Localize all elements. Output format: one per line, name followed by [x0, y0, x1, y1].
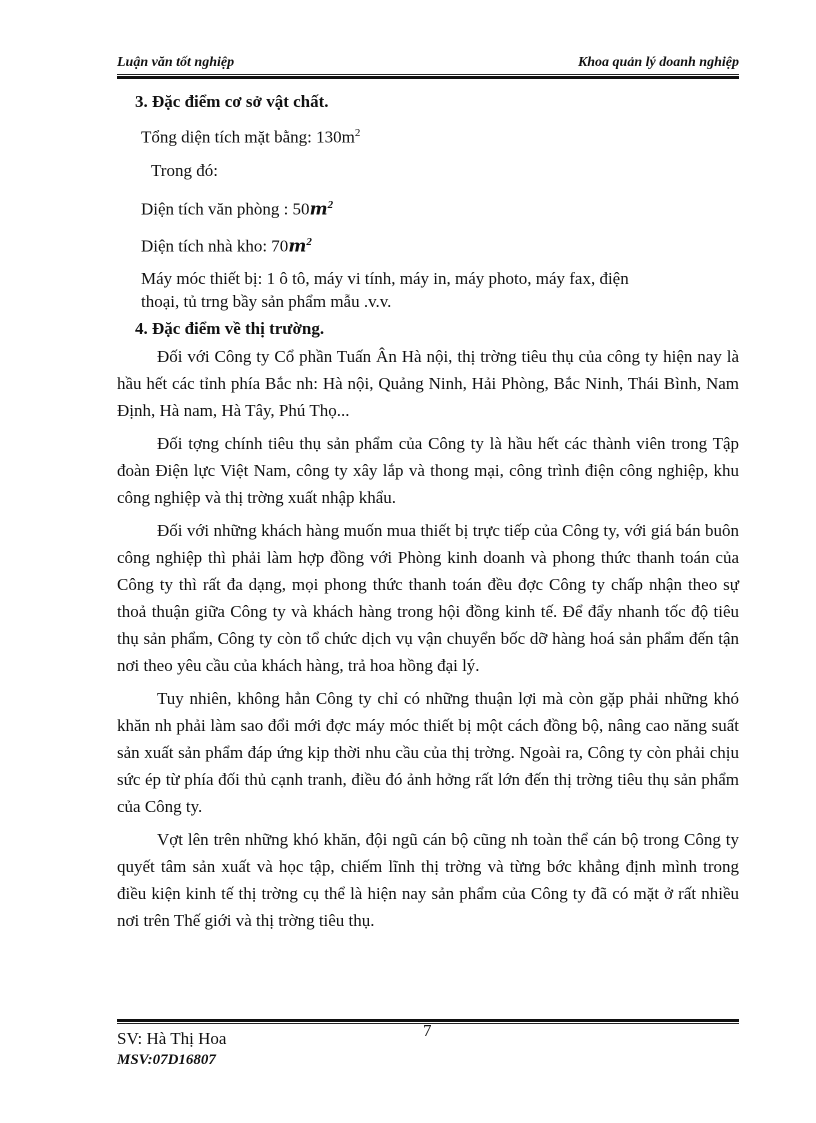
student-name: SV: Hà Thị Hoa — [117, 1029, 227, 1048]
paragraph-direct-customers: Đối với những khách hàng muốn mua thiết bị trực tiếp của Công ty, với giá bán buôn công nghiệp thì phải làm hợp đồng với Phòng kinh doanh và phong thức thanh toán của Công ty thì rất đa dạng, mọi phong thức thanh toán đều đợc Công ty chấp nhận theo sự thoả thuận giữa Công ty và khách hàng trong hội đồng kinh tế. Để đẩy nhanh tốc độ tiêu thụ sản phẩm, Công ty còn tổ chức dịch vụ vận chuyển bốc dỡ hàng hoá sản phẩm đến tận nơi theo yêu cầu của khách hàng, trả hoa hồng đại lý. — [117, 520, 739, 675]
paragraph-market-area: Đối với Công ty Cổ phần Tuấn Ân Hà nội, thị trờng tiêu thụ của công ty hiện nay là hầu hết các tỉnh phía Bắc nh: Hà nội, Quảng Ninh, Hải Phòng, Bắc Ninh, Thái Bình, Nam Định, Hà nam, Hà Tây, Phú Thọ... — [117, 346, 739, 420]
document-body — [117, 92, 739, 934]
section-3-heading: 3. Đặc điểm cơ sở vật chất. — [135, 92, 329, 111]
paragraph-difficulties: Tuy nhiên, không hẳn Công ty chỉ có những thuận lợi mà còn gặp phải những khó khăn nh phải làm sao đổi mới đợc máy móc thiết bị một cách đồng bộ, nâng cao năng suất sản xuất sản phẩm đáp ứng kịp thời nhu cầu của thị trờng. Ngoài ra, Công ty còn phải chịu sức ép từ phía đối thủ cạnh tranh, điều đó ảnh hởng rất lớn đến thị trờng tiêu thụ sản phẩm của Công ty. — [117, 688, 739, 816]
student-id: MSV:07D16807 — [117, 1052, 216, 1068]
header-rule-thick — [117, 76, 739, 79]
section-4-heading: 4. Đặc điểm về thị trường. — [135, 318, 325, 338]
equipment-line-1: Máy móc thiết bị: 1 ô tô, máy vi tính, máy in, máy photo, máy fax, điện — [141, 268, 629, 288]
warehouse-area-line: Diện tích nhà kho: $70m^2$ — [141, 236, 312, 257]
header-right: Khoa quản lý doanh nghiệp — [577, 55, 739, 70]
header-left: Luận văn tốt nghiệp — [117, 55, 235, 70]
equipment-line-2: thoại, tủ trng bầy sản phẩm mẫu .v.v. — [141, 291, 392, 311]
page-number: 7 — [423, 1021, 432, 1040]
total-area-line: Tổng diện tích mặt bằng: $130m^2$ — [141, 127, 361, 147]
office-area-line: Diện tích văn phòng : $50m^2$ — [141, 198, 334, 220]
page-header — [117, 52, 739, 74]
paragraph-target-customers: Đối tợng chính tiêu thụ sản phẩm của Công ty là hầu hết các thành viên trong Tập đoàn Điện lực Việt Nam, công ty xây lắp và thong mại, công trình điện công nghiệp, khu công nghiệp và thị trờng xuất nhập khẩu. — [117, 433, 739, 507]
paragraph-overcome: Vợt lên trên những khó khăn, đội ngũ cán bộ cũng nh toàn thể cán bộ trong Công ty quyết tâm sản xuất và học tập, chiếm lĩnh thị trờng và từng bớc khẳng định mình trong điều kiện kinh tế thị trờng cụ thể là hiện nay sản phẩm của Công ty đã có mặt ở rất nhiều nơi trên Thế giới và thị trờng tiêu thụ. — [117, 829, 739, 930]
of-which-line: Trong đó: — [151, 160, 218, 180]
page-footer — [117, 1028, 739, 1070]
header-rule-thin — [117, 74, 739, 75]
